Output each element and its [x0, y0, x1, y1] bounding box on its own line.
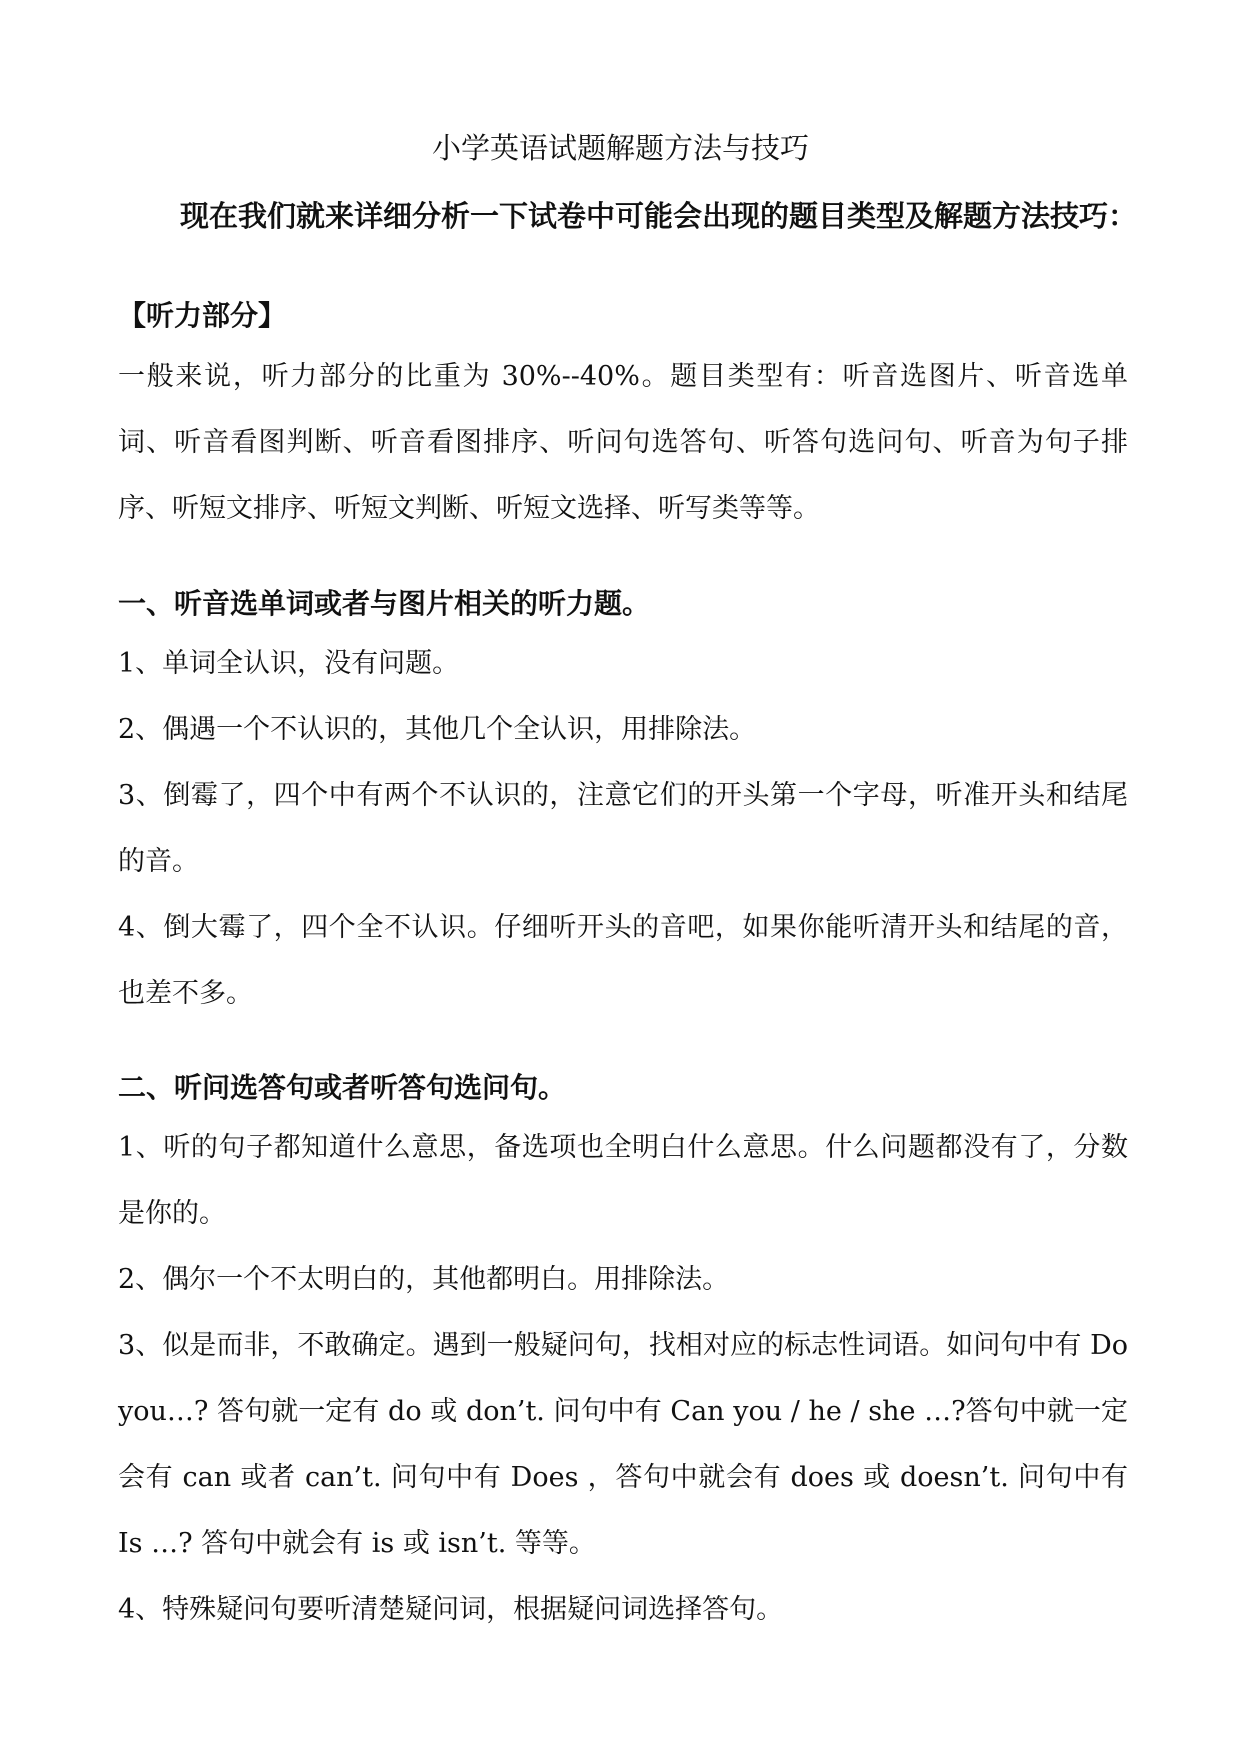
section-1-heading: 一、听音选单词或者与图片相关的听力题。	[118, 587, 651, 620]
section-2-item-1: 1、听的句子都知道什么意思，备选项也全明白什么意思。什么问题都没有了，分数是你的。	[118, 1132, 1128, 1229]
document-subtitle: 现在我们就来详细分析一下试卷中可能会出现的题目类型及解题方法技巧：	[180, 199, 1138, 233]
listening-intro: 一般来说，听力部分的比重为 30%--40%。题目类型有：听音选图片、听音选单词、听音看图判断、听音看图排序、听问句选答句、听答句选问句、听音为句子排序、听短文排序、听短文判断、听短文选择、听写类等等。	[118, 361, 1128, 524]
document-title: 小学英语试题解题方法与技巧	[431, 131, 809, 165]
section-2-heading: 二、听问选答句或者听答句选问句。	[118, 1071, 567, 1104]
section-1-item-1: 1、单词全认识，没有问题。	[118, 648, 460, 679]
section-2-item-4: 4、特殊疑问句要听清楚疑问词，根据疑问词选择答句。	[118, 1594, 784, 1625]
listening-heading: 【听力部分】	[118, 299, 287, 332]
section-1-item-3: 3、倒霉了，四个中有两个不认识的，注意它们的开头第一个字母，听准开头和结尾的音。	[118, 780, 1128, 877]
section-1-item-4: 4、倒大霉了，四个全不认识。仔细听开头的音吧，如果你能听清开头和结尾的音，也差不多。	[118, 912, 1128, 1009]
section-1-item-2: 2、偶遇一个不认识的，其他几个全认识，用排除法。	[118, 714, 757, 745]
section-2-item-2: 2、偶尔一个不太明白的，其他都明白。用排除法。	[118, 1264, 730, 1295]
section-2-item-3: 3、似是而非，不敢确定。遇到一般疑问句，找相对应的标志性词语。如问句中有 Do you…? 答句就一定有 do 或 don’t. 问句中有 Can you / he / she …?答句中就一定会有 can 或者 can’t. 问句中有 Does ，答句中就会有 does 或 doesn’t. 问句中有 Is …? 答句中就会有 is 或 isn’t. 等等。	[118, 1330, 1128, 1559]
